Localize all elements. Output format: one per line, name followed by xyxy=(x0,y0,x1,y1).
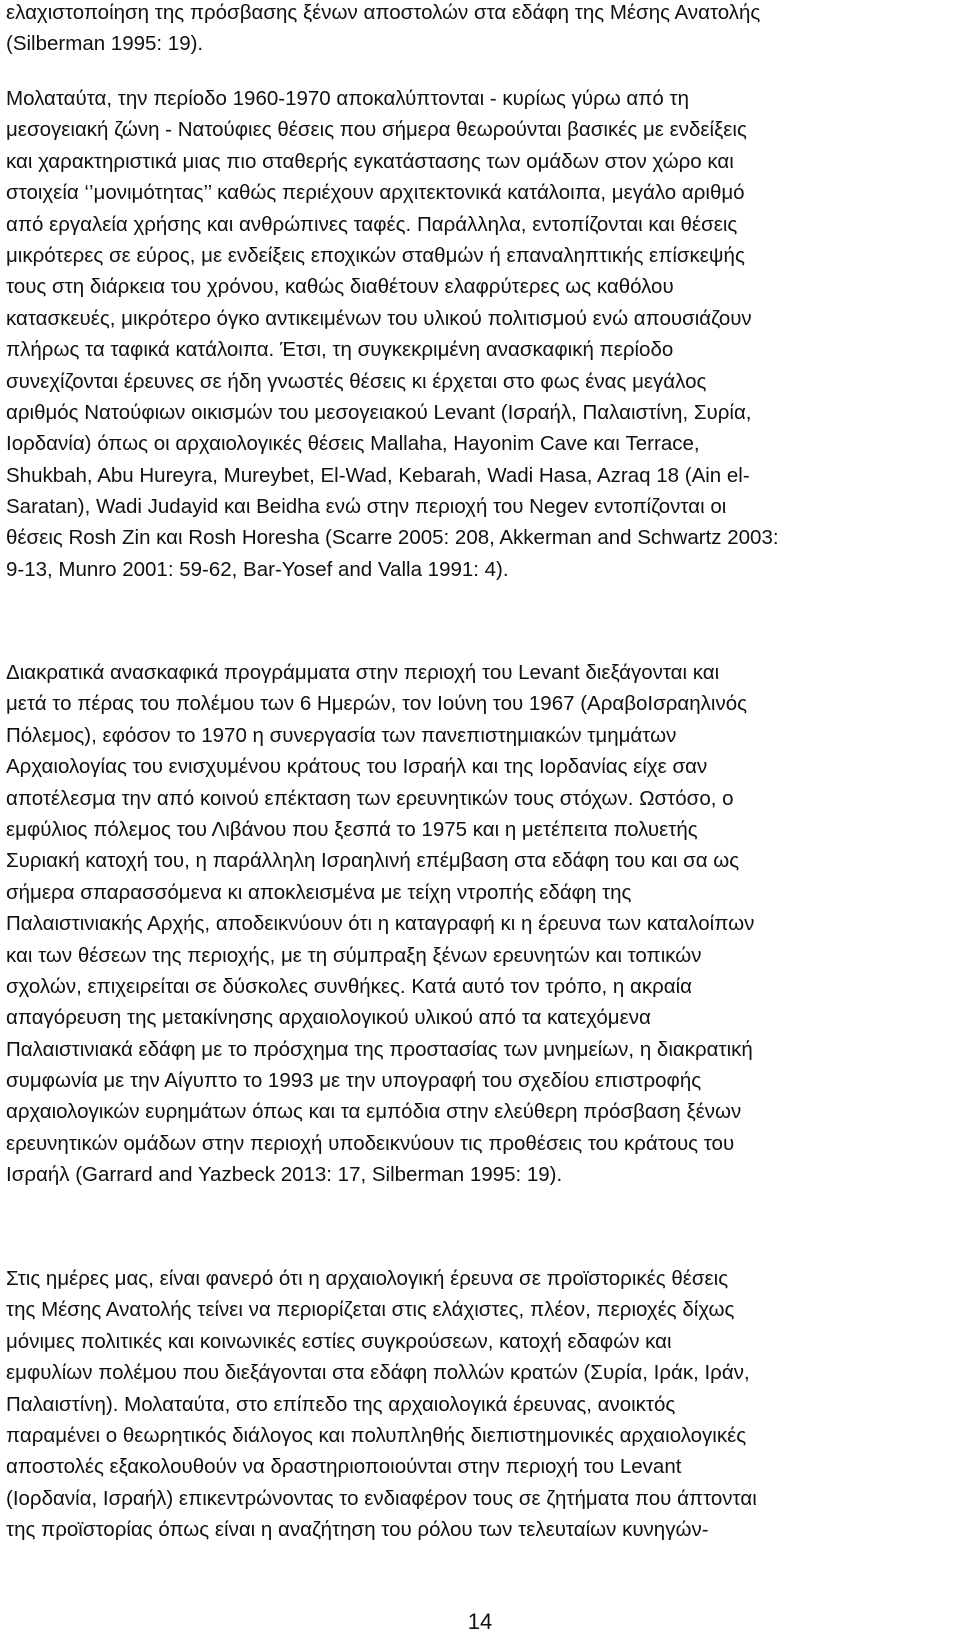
text-line: 9-13, Munro 2001: 59-62, Bar-Yosef and Valla 1991: 4). xyxy=(6,557,509,581)
text-line: μόνιμες πολιτικές και κοινωνικές εστίες συγκρούσεων, κατοχή εδαφών και xyxy=(6,1329,672,1353)
text-line: συνεχίζονται έρευνες σε ήδη γνωστές θέσεις κι έρχεται στο φως ένας μεγάλος xyxy=(6,369,707,393)
text-line: θέσεις Rosh Zin και Rosh Horesha (Scarre 2005: 208, Akkerman and Schwartz 2003: xyxy=(6,526,779,550)
paragraph-present-day-research xyxy=(6,1263,946,1546)
text-line: στοιχεία ‘’μονιμότητας’’ καθώς περιέχουν αρχιτεκτονικά κατάλοιπα, μεγάλο αριθμό xyxy=(6,181,745,205)
text-line: Saratan), Wadi Judayid και Beidha ενώ στην περιοχή του Negev εντοπίζονται οι xyxy=(6,495,727,519)
text-line: κατασκευές, μικρότερο όγκο αντικειμένων του υλικού πολιτισμού ενώ απουσιάζουν xyxy=(6,306,752,330)
text-line: εμφύλιος πόλεμος του Λιβάνου που ξεσπά το 1975 και η μετέπειτα πολυετής xyxy=(6,817,698,841)
text-line: Shukbah, Abu Hureyra, Mureybet, El-Wad, Kebarah, Wadi Hasa, Azraq 18 (Ain el- xyxy=(6,463,750,487)
text-line: Μολαταύτα, την περίοδο 1960-1970 αποκαλύπτονται - κυρίως γύρω από τη xyxy=(6,87,690,110)
text-line: και χαρακτηριστικά μιας πιο σταθερής εγκατάστασης των ομάδων στον χώρο και xyxy=(6,149,734,173)
text-line: σχολών, επιχειρείται σε δύσκολες συνθήκες. Κατά αυτό τον τρόπο, η ακραία xyxy=(6,974,692,998)
text-line: αριθμός Νατούφιων οικισμών του μεσογειακού Levant (Ισραήλ, Παλαιστίνη, Συρία, xyxy=(6,400,752,424)
text-line: πλήρως τα ταφικά κατάλοιπα. Έτσι, τη συγκεκριμένη ανασκαφική περίοδο xyxy=(6,338,674,362)
text-line: της προϊστορίας όπως είναι η αναζήτηση του ρόλου των τελευταίων κυνηγών- xyxy=(6,1518,709,1542)
text-line: σήμερα σπαρασσόμενα κι αποκλεισμένα με τείχη ντροπής εδάφη της xyxy=(6,880,632,904)
text-line: και των θέσεων της περιοχής, με τη σύμπραξη ξένων ερευνητών και τοπικών xyxy=(6,943,702,967)
text-line: συμφωνία με την Αίγυπτο το 1993 με την υπογραφή του σχεδίου επιστροφής xyxy=(6,1069,702,1093)
text-line: αρχαιολογικών ευρημάτων όπως και τα εμπόδια στην ελεύθερη πρόσβαση ξένων xyxy=(6,1100,742,1124)
page-number: 14 xyxy=(467,1609,493,1634)
text-line: Παλαιστινιακής Αρχής, αποδεικνύουν ότι η καταγραφή κι η έρευνα των καταλοίπων xyxy=(6,912,755,936)
text-line: Συριακή κατοχή του, η παράλληλη Ισραηλινή επέμβαση στα εδάφη του και σα ως xyxy=(6,849,740,873)
text-line: Ιορδανία) όπως οι αρχαιολογικές θέσεις Mallaha, Hayonim Cave και Terrace, xyxy=(6,432,700,456)
text-line: παραμένει ο θεωρητικός διάλογος και πολυπληθής διεπιστημονικές αρχαιολογικές xyxy=(6,1423,747,1447)
text-line: μεσογειακή ζώνη - Νατούφιες θέσεις που σήμερα θεωρούνται βασικές με ενδείξεις xyxy=(6,118,747,142)
text-line: αποστολές εξακολουθούν να δραστηριοποιούνται στην περιοχή του Levant xyxy=(6,1455,682,1479)
text-line: ελαχιστοποίηση της πρόσβασης ξένων αποστολών στα εδάφη της Μέσης Ανατολής xyxy=(6,1,761,24)
text-line: εμφυλίων πολέμου που διεξάγονται στα εδάφη πολλών κρατών (Συρία, Ιράκ, Ιράν, xyxy=(6,1361,750,1385)
text-line: Παλαιστίνη). Μολαταύτα, στο επίπεδο της αρχαιολογικά έρευνας, ανοικτός xyxy=(6,1392,676,1416)
text-line: απαγόρευση της μετακίνησης αρχαιολογικού υλικού από τα κατεχόμενα xyxy=(6,1006,651,1030)
text-line: από εργαλεία χρήσης και ανθρώπινες ταφές. Παράλληλα, εντοπίζονται και θέσεις xyxy=(6,212,738,236)
text-line: Στις ημέρες μας, είναι φανερό ότι η αρχαιολογική έρευνα σε προϊστορικές θέσεις xyxy=(6,1267,729,1290)
text-line: Ισραήλ (Garrard and Yazbeck 2013: 17, Silberman 1995: 19). xyxy=(6,1163,563,1187)
text-line: Αρχαιολογίας του ενισχυμένου κράτους του Ισραήλ και της Ιορδανίας είχε σαν xyxy=(6,755,708,779)
paragraph-excavation-programs xyxy=(6,657,946,1191)
paragraph-natufian-sites xyxy=(6,83,946,585)
paragraph-continuation xyxy=(6,0,946,60)
text-line: (Ιορδανία, Ισραήλ) επικεντρώνοντας το ενδιαφέρον τους σε ζητήματα που άπτονται xyxy=(6,1486,757,1510)
text-line: Διακρατικά ανασκαφικά προγράμματα στην περιοχή του Levant διεξάγονται και xyxy=(6,661,720,684)
text-line: τους στη διάρκεια του χρόνου, καθώς διαθέτουν ελαφρύτερες ως καθόλου xyxy=(6,275,674,299)
text-line: Παλαιστινιακά εδάφη με το πρόσχημα της προστασίας των μνημείων, η διακρατική xyxy=(6,1037,753,1061)
text-line: μικρότερες σε εύρος, με ενδείξεις εποχικών σταθμών ή επαναληπτικής επίσκεψής xyxy=(6,243,745,267)
text-line: αποτέλεσμα την από κοινού επέκταση των ερευνητικών τους στόχων. Ωστόσο, ο xyxy=(6,786,734,810)
text-line: μετά το πέρας του πολέμου των 6 Ημερών, τον Ιούνη του 1967 (ΑραβοΙσραηλινός xyxy=(6,692,748,716)
text-line: Πόλεμος), εφόσον το 1970 η συνεργασία των πανεπιστημιακών τμημάτων xyxy=(6,723,677,747)
text-line: της Μέσης Ανατολής τείνει να περιορίζεται στις ελάχιστες, πλέον, περιοχές δίχως xyxy=(6,1298,735,1322)
text-line: (Silberman 1995: 19). xyxy=(6,32,204,56)
text-line: ερευνητικών ομάδων στην περιοχή υποδεικνύουν τις προθέσεις του κράτους του xyxy=(6,1131,735,1155)
